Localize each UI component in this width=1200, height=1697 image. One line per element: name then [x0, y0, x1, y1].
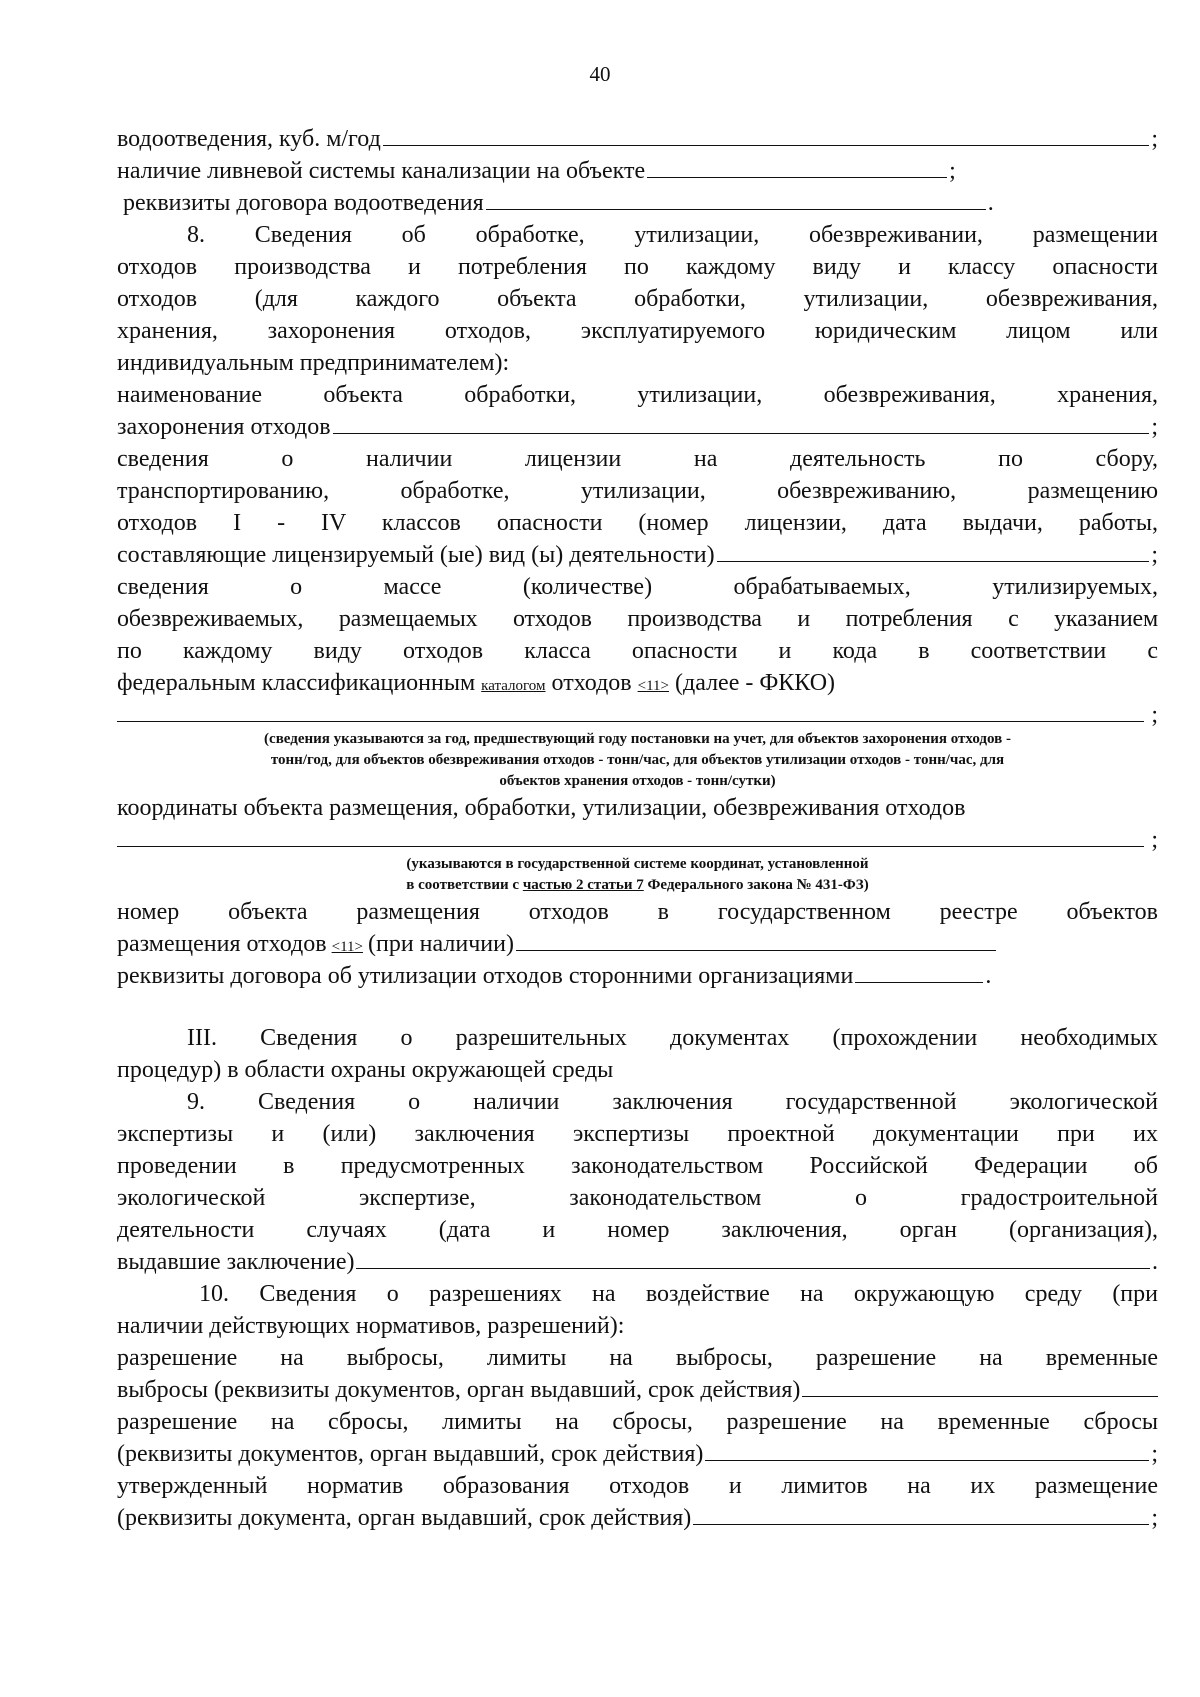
license-line-3: отходов I - IV классов опасности (номер лицензии, дата выдачи, работы,	[117, 510, 1158, 536]
facility-name-label: захоронения отходов	[117, 414, 331, 440]
facility-name-line-1: наименование объекта обработки, утилизации, обезвреживания, хранения,	[117, 382, 1158, 408]
mass-note-line-2: тонн/год, для объектов обезвреживания отходов - тонн/час, для объектов утилизации отходов - тонн/час, для	[270, 752, 1005, 768]
section-8-line-1: 8. Сведения об обработке, утилизации, обезвреживании, размещении	[187, 222, 1158, 248]
storm-sewer-line	[117, 155, 1158, 187]
mass-line-2: обезвреживаемых, размещаемых отходов производства и потребления с указанием	[117, 606, 1158, 632]
punctuation: ;	[1151, 702, 1158, 728]
register-blank[interactable]	[516, 949, 996, 951]
mass-text: отходов	[551, 670, 632, 696]
punctuation: ;	[1151, 542, 1158, 568]
section-8-line-2: отходов производства и потребления по каждому виду и классу опасности	[117, 254, 1158, 280]
conclusion-label: выдавшие заключение)	[117, 1249, 355, 1275]
section-9-line-5: деятельности случаях (дата и номер заключения, орган (организация),	[117, 1217, 1158, 1243]
drainage-volume-label: водоотведения, куб. м/год	[117, 126, 381, 152]
footnote-11-link[interactable]: <11>	[331, 939, 363, 955]
utilization-contract-label: реквизиты договора об утилизации отходов сторонними организациями	[117, 963, 854, 989]
section-9-line-2: экспертизы и (или) заключения экспертизы проектной документации при их	[117, 1121, 1158, 1147]
article-7-link[interactable]: частью 2 статьи 7	[522, 877, 644, 893]
register-line-1: номер объекта размещения отходов в государственном реестре объектов	[117, 899, 1158, 925]
section-8-line-4: хранения, захоронения отходов, эксплуатируемого юридическим лицом или	[117, 318, 1158, 344]
punctuation: ;	[1151, 126, 1158, 152]
section-10-line-2: наличии действующих нормативов, разрешений):	[117, 1313, 625, 1339]
punctuation: .	[1152, 1249, 1158, 1275]
page-number: 40	[589, 62, 611, 86]
mass-blank-line	[117, 699, 1158, 729]
register-line-2	[117, 928, 1158, 960]
coordinates-note-line-2	[117, 875, 1158, 896]
punctuation: ;	[1151, 1441, 1158, 1467]
mass-blank[interactable]	[117, 699, 1144, 722]
coordinates-line: координаты объекта размещения, обработки, утилизации, обезвреживания отходов	[117, 795, 966, 821]
section-10-line-1: 10. Сведения о разрешениях на воздействие на окружающую среду (при	[199, 1281, 1158, 1307]
section-8-line-5: индивидуальным предпринимателем):	[117, 350, 510, 376]
emissions-label: выбросы (реквизиты документов, орган выдавший, срок действия)	[117, 1377, 801, 1403]
punctuation: .	[985, 963, 992, 989]
license-line-4	[117, 539, 1158, 571]
drainage-volume-blank[interactable]	[383, 144, 1150, 146]
discharges-label: (реквизиты документов, орган выдавший, срок действия)	[117, 1441, 704, 1467]
license-line-2: транспортированию, обработке, утилизации, обезвреживанию, размещению	[117, 478, 1158, 504]
waste-norm-blank[interactable]	[693, 1523, 1149, 1525]
punctuation: ;	[1151, 827, 1158, 853]
document-body	[117, 123, 1158, 1534]
waste-norm-line-2	[117, 1502, 1158, 1534]
discharges-line-1: разрешение на сбросы, лимиты на сбросы, разрешение на временные сбросы	[117, 1409, 1158, 1435]
footnote-11-link[interactable]: <11>	[637, 678, 669, 694]
emissions-line-2	[117, 1374, 1158, 1406]
register-text: (при наличии)	[367, 931, 514, 957]
mass-line-4	[117, 667, 1158, 699]
coordinates-blank[interactable]	[117, 824, 1144, 847]
mass-text: федеральным классификационным	[117, 670, 476, 696]
punctuation: ;	[1151, 1505, 1158, 1531]
section-iii-heading-line-2: процедур) в области охраны окружающей среды	[117, 1057, 614, 1083]
mass-line-3: по каждому виду отходов класса опасности и кода в соответствии с	[117, 638, 1158, 664]
emissions-blank[interactable]	[802, 1395, 1158, 1397]
utilization-contract-blank[interactable]	[855, 981, 983, 983]
section-8-line-3: отходов (для каждого объекта обработки, утилизации, обезвреживания,	[117, 286, 1158, 312]
storm-sewer-label: наличие ливневой системы канализации на объекте	[117, 158, 646, 184]
emissions-line-1: разрешение на выбросы, лимиты на выбросы, разрешение на временные	[117, 1345, 1158, 1371]
mass-note-line-1: (сведения указываются за год, предшествующий году постановки на учет, для объектов захоронения отходов -	[264, 731, 1011, 747]
punctuation: ;	[1151, 414, 1158, 440]
facility-name-line-2	[117, 411, 1158, 443]
drainage-volume-line	[117, 123, 1158, 155]
punctuation: .	[987, 190, 994, 216]
discharges-line-2	[117, 1438, 1158, 1470]
drainage-contract-line	[117, 187, 1158, 219]
storm-sewer-blank[interactable]	[647, 176, 947, 178]
utilization-contract-line	[117, 960, 1158, 992]
section-iii-heading-line-1: III. Сведения о разрешительных документах (прохождении необходимых	[187, 1025, 1158, 1051]
note-text: в соответствии с	[406, 877, 520, 893]
coordinates-note-line-1: (указываются в государственной системе координат, установленной	[406, 856, 869, 872]
drainage-contract-blank[interactable]	[486, 208, 986, 210]
license-line-1: сведения о наличии лицензии на деятельность по сбору,	[117, 446, 1158, 472]
punctuation: ;	[949, 158, 956, 184]
facility-name-blank[interactable]	[333, 432, 1150, 434]
section-9-line-1: 9. Сведения о наличии заключения государственной экологической	[187, 1089, 1158, 1115]
mass-note-line-3: объектов хранения отходов - тонн/сутки)	[499, 773, 776, 789]
section-9-line-4: экологической экспертизе, законодательством о градостроительной	[117, 1185, 1158, 1211]
license-blank[interactable]	[717, 560, 1150, 562]
section-9-line-3: проведении в предусмотренных законодательством Российской Федерации об	[117, 1153, 1158, 1179]
mass-line-1: сведения о массе (количестве) обрабатываемых, утилизируемых,	[117, 574, 1158, 600]
conclusion-blank[interactable]	[356, 1267, 1150, 1269]
mass-text: (далее - ФККО)	[675, 670, 836, 696]
section-9-line-6	[117, 1246, 1158, 1278]
discharges-blank[interactable]	[705, 1459, 1149, 1461]
coordinates-blank-line	[117, 824, 1158, 854]
catalog-link[interactable]: каталогом	[481, 678, 546, 694]
waste-norm-label: (реквизиты документа, орган выдавший, срок действия)	[117, 1505, 692, 1531]
license-label: составляющие лицензируемый (ые) вид (ы) деятельности)	[117, 542, 715, 568]
drainage-contract-label: реквизиты договора водоотведения	[123, 190, 484, 216]
register-text: размещения отходов	[117, 931, 327, 957]
waste-norm-line-1: утвержденный норматив образования отходов и лимитов на их размещение	[117, 1473, 1158, 1499]
note-text: Федерального закона № 431-ФЗ)	[647, 877, 869, 893]
